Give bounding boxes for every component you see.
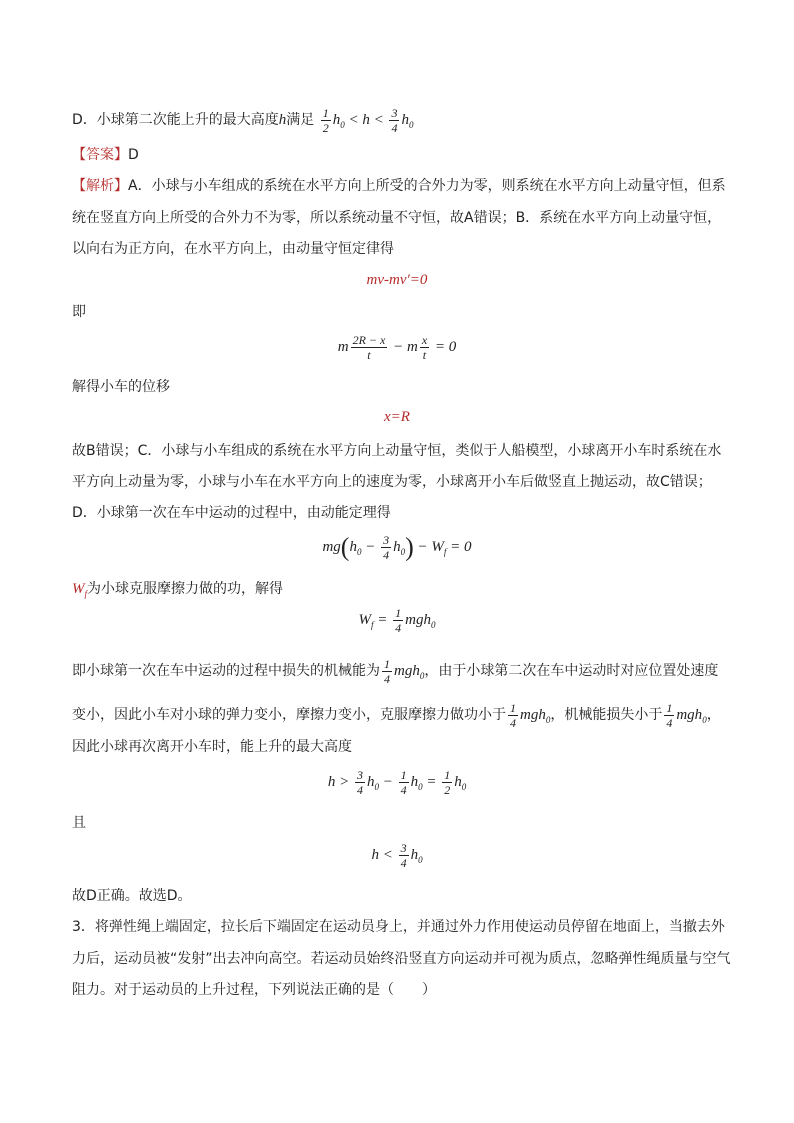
- analysis-line-6: D．小球第一次在车中运动的过程中，由动能定理得: [72, 505, 391, 521]
- analysis-line-5: 平方向上动量为零，小球与小车在水平方向上的速度为零，小球离开小车后做竖直上抛运动，故C错误；: [72, 474, 712, 490]
- answer-line: 【答案】D: [72, 147, 139, 163]
- q3-line-3: 阻力。对于运动员的上升过程，下列说法正确的是（ ）: [72, 982, 436, 998]
- equation-max-height: h > $\frac{3}{4}$ $h_0$ − $\frac{1}{4}$ $h_0$ = $\frac{1}{2}$ $h_0$: [327, 768, 467, 797]
- analysis-line-1: 【解析】A．小球与小车组成的系统在水平方向上所受的合外力为零，则系统在水平方向上动量守恒，但系: [72, 178, 726, 194]
- equation-upper-bound: h < $\frac{3}{4}$ $h_0$: [371, 841, 423, 870]
- q3-line-2: 力后，运动员被“发射”出去冲向高空。若运动员始终沿竖直方向运动并可视为质点，忽略弹性绳质量与空气: [72, 951, 731, 967]
- solve-displacement-line: 解得小车的位移: [72, 379, 170, 395]
- equation-displacement: m $\frac{2R - x}{t}$ − m $\frac{x}{t}$ = 0: [337, 333, 457, 362]
- equation-momentum: mv-mv′=0: [366, 272, 428, 288]
- analysis-line-7: $W_f$为小球克服摩擦力做的功，解得: [72, 581, 284, 599]
- option-d: D．小球第二次能上升的最大高度h满足 $\frac{1}{2}$ $h_0 < h$ < $\frac{3}{4}$ $h_0$: [72, 106, 414, 135]
- analysis-line-2: 统在竖直方向上所受的合外力不为零，所以系统动量不守恒，故A错误；B．系统在水平方向上动量守恒，: [72, 210, 722, 226]
- analysis-line-8: 即小球第一次在车中运动的过程中损失的机械能为 $\frac{1}{4}$ mgh$_0$，由于小球第二次在车中运动时对应位置处速度: [72, 657, 719, 686]
- equation-x-equals-r: x=R: [384, 409, 410, 425]
- analysis-line-3: 以向右为正方向，在水平方向上，由动量守恒定律得: [72, 241, 394, 257]
- analysis-line-4: 故B错误；C．小球与小车组成的系统在水平方向上动量守恒，类似于人船模型，小球离开小车时系统在水: [72, 443, 722, 459]
- q3-line-1: 3．将弹性绳上端固定，拉长后下端固定在运动员身上，并通过外力作用使运动员停留在地面上，当撤去外: [72, 919, 725, 935]
- equation-work-friction: $W_f$ = $\frac{1}{4}$ mgh$_0$: [358, 606, 436, 635]
- analysis-line-10: 因此小球再次离开小车时，能上升的最大高度: [72, 739, 352, 755]
- conclusion-line: 故D正确。故选D。: [72, 888, 192, 904]
- qie-label: 且: [72, 815, 86, 831]
- equation-energy-theorem: $mg(h_0$ − $\frac{3}{4}$ $h_0) - W_f = 0$: [322, 532, 472, 562]
- ji-label: 即: [72, 304, 86, 320]
- analysis-line-9: 变小，因此小车对小球的弹力变小，摩擦力变小，克服摩擦力做功小于 $\frac{1}{4}$ mgh$_0$，机械能损失小于 $\frac{1}{4}$ mgh$_0$，: [72, 701, 721, 730]
- option-d-inequality: $\frac{1}{2}$ $h_0 < h$ < $\frac{3}{4}$ $h_0$: [322, 106, 414, 135]
